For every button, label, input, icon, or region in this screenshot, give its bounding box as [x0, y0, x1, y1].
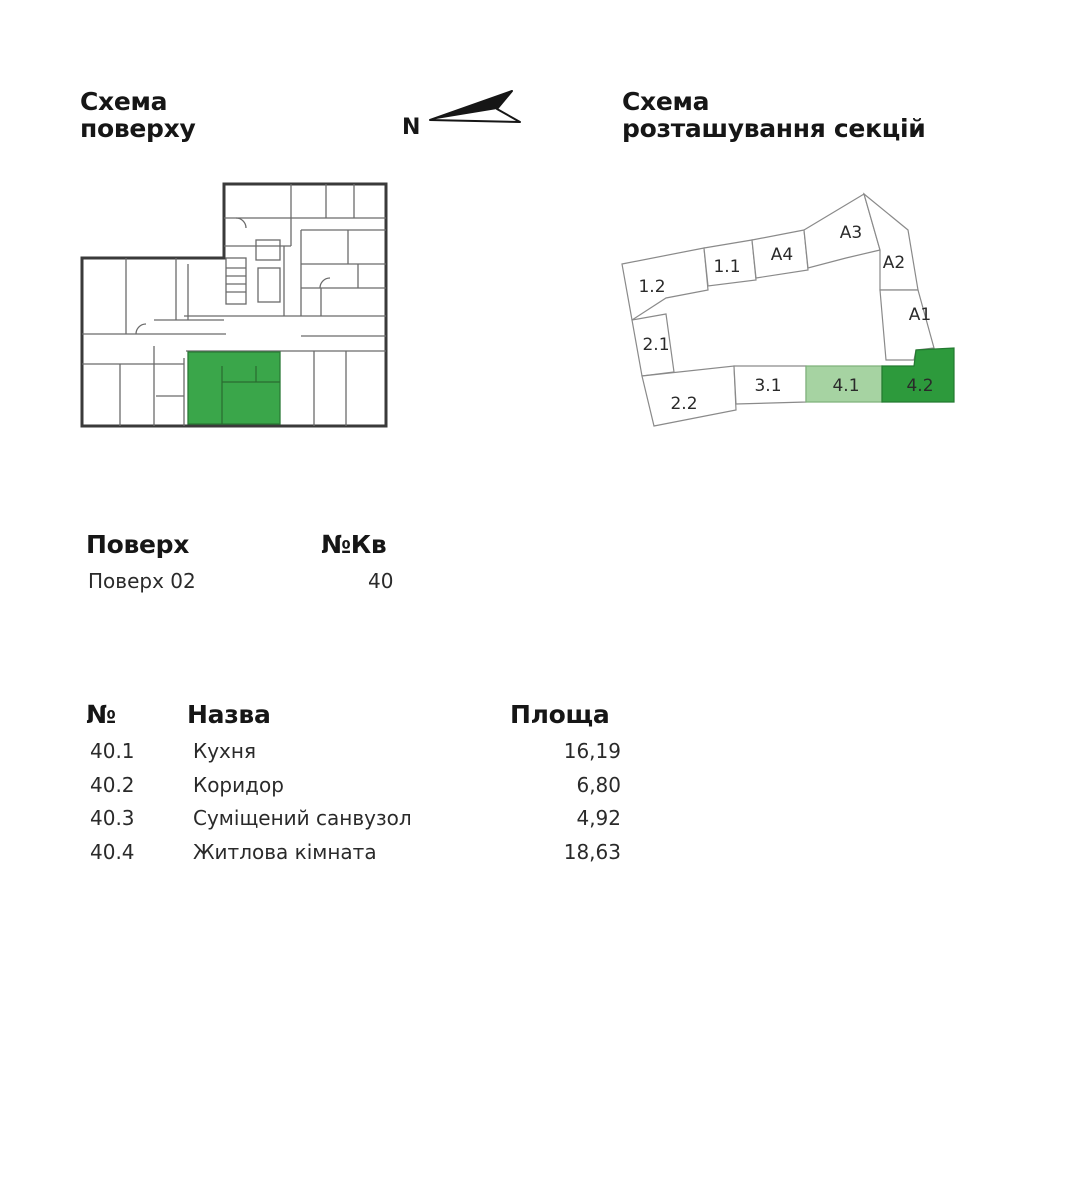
floor-plan-diagram [76, 176, 396, 432]
room-number: 40.1 [90, 739, 135, 763]
section-label-a4: A4 [770, 245, 794, 265]
section-label-4-2: 4.2 [906, 376, 934, 396]
section-label-1-1: 1.1 [713, 257, 741, 277]
room-name: Суміщений санвузол [193, 806, 412, 830]
room-name: Житлова кімната [193, 840, 377, 864]
room-number: 40.2 [90, 773, 135, 797]
table-row [0, 739, 1080, 769]
section-label-2-2: 2.2 [670, 394, 698, 414]
table-header-name: Назва [187, 700, 271, 729]
table-header-area: Площа [510, 700, 610, 729]
room-area: 16,19 [563, 739, 621, 763]
section-label-1-2: 1.2 [638, 277, 666, 297]
section-label-a2: A2 [882, 253, 906, 273]
section-scheme-title [622, 88, 1022, 142]
floor-label: Поверх [86, 530, 190, 559]
room-area: 18,63 [563, 840, 621, 864]
floor-scheme-title-line1: Схема [80, 87, 168, 116]
floor-value: Поверх 02 [88, 569, 196, 593]
table-row [0, 773, 1080, 803]
compass-label: N [402, 115, 421, 138]
table-row [0, 806, 1080, 836]
room-area: 4,92 [576, 806, 621, 830]
room-area: 6,80 [576, 773, 621, 797]
section-label-a3: A3 [839, 223, 863, 243]
apartment-number-value: 40 [368, 569, 394, 593]
section-scheme-diagram [618, 190, 963, 435]
section-label-4-1: 4.1 [832, 376, 860, 396]
table-row [0, 840, 1080, 870]
section-label-2-1: 2.1 [642, 335, 670, 355]
room-name: Кухня [193, 739, 256, 763]
section-scheme-title-line2: розташування секцій [622, 114, 926, 143]
section-scheme-title-line1: Схема [622, 87, 710, 116]
room-number: 40.3 [90, 806, 135, 830]
room-name: Коридор [193, 773, 284, 797]
floor-plan-highlighted-apartment [188, 352, 280, 424]
room-number: 40.4 [90, 840, 135, 864]
apartment-number-label: №Кв [321, 530, 387, 559]
section-label-3-1: 3.1 [754, 376, 782, 396]
floor-scheme-title [80, 88, 300, 142]
compass-north-icon [400, 88, 525, 138]
floor-scheme-title-line2: поверху [80, 114, 196, 143]
section-label-a1: A1 [908, 305, 932, 325]
table-header-number: № [86, 700, 116, 729]
